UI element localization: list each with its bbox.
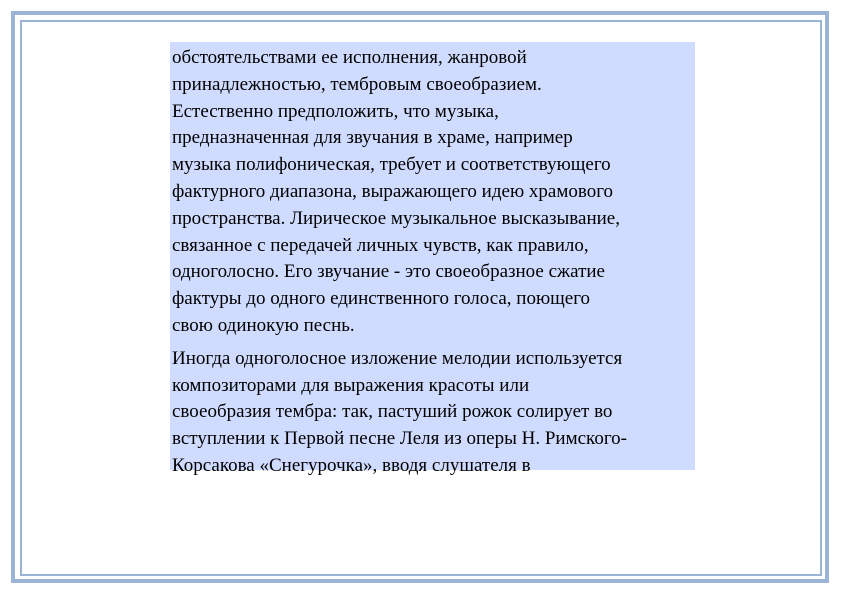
paragraph-2: Иногда одноголосное изложение мелодии используется композиторами для выражения красоты или своеобразия тембра: так, пастуший рожок солирует во вступлении к Первой песне Леля из оперы Н. Римского- Корсакова «Снегурочка», вводя слушателя в — [172, 347, 627, 476]
text-block — [170, 42, 695, 476]
paragraph-1: обстоятельствами ее исполнения, жанровой принадлежностью, тембровым своеобразием. Естественно предположить, что музыка, предназначенная для звучания в храме, например музыка полифоническая, требует и соответствующего фактурного диапазона, выражающего идею храмового пространства. Лирическое музыкальное высказывание, связанное с передачей личных чувств, как правило, одноголосно. Его звучание - это своеобразное сжатие фактуры до одного единственного голоса, поющего свою одинокую песнь. — [172, 47, 620, 336]
